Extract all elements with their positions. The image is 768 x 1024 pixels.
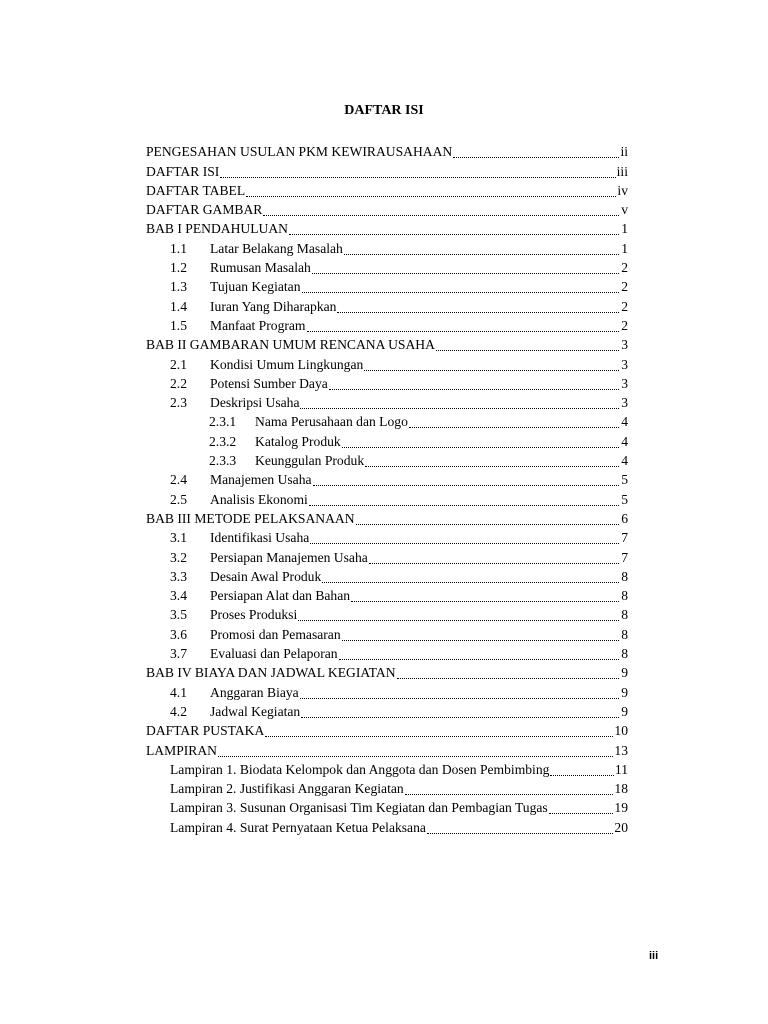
- toc-entry-page: 6: [621, 510, 628, 526]
- dot-leader: [453, 157, 619, 158]
- toc-entry: [146, 160, 628, 179]
- toc-entry: [146, 373, 628, 392]
- toc-entry-page: 9: [621, 665, 628, 681]
- toc-entry-number: 4.1: [170, 684, 187, 700]
- toc-entry-number: 3.1: [170, 530, 187, 546]
- toc-entry-page: 7: [621, 549, 628, 565]
- toc-entry-label: Deskripsi Usaha: [210, 395, 300, 411]
- toc-entry: [146, 662, 628, 681]
- dot-leader: [342, 640, 619, 641]
- toc-entry-page: 8: [621, 646, 628, 662]
- toc-entry-number: 1.1: [170, 240, 187, 256]
- toc-entry-label: Manfaat Program: [210, 317, 306, 333]
- toc-entry-page: 19: [614, 800, 628, 816]
- dot-leader: [369, 563, 619, 564]
- dot-leader: [409, 427, 619, 428]
- toc-entry-page: 20: [614, 819, 628, 835]
- toc-entry-label: Anggaran Biaya: [210, 684, 299, 700]
- dot-leader: [322, 582, 619, 583]
- toc-entry-number: 1.5: [170, 317, 187, 333]
- toc-entry-label: Lampiran 4. Surat Pernyataan Ketua Pelaksana: [170, 819, 426, 835]
- toc-entry: [146, 218, 628, 237]
- toc-entry-label: Desain Awal Produk: [210, 568, 322, 584]
- dot-leader: [344, 254, 619, 255]
- toc-entry: [146, 546, 628, 565]
- toc-entry-label: Evaluasi dan Pelaporan: [210, 646, 338, 662]
- dot-leader: [364, 370, 619, 371]
- toc-entry-number: 3.3: [170, 568, 187, 584]
- toc-entry-label: BAB IV BIAYA DAN JADWAL KEGIATAN: [146, 665, 396, 681]
- toc-entry-label: Persiapan Alat dan Bahan: [210, 588, 351, 604]
- toc-entry: [146, 759, 628, 778]
- toc-entry-page: 3: [621, 337, 628, 353]
- toc-entry-label: DAFTAR TABEL: [146, 182, 246, 198]
- toc-entry-page: 5: [621, 491, 628, 507]
- toc-entry-number: 4.2: [170, 703, 187, 719]
- toc-entry: [146, 488, 628, 507]
- dot-leader: [342, 447, 619, 448]
- toc-entry-label: Identifikasi Usaha: [210, 530, 310, 546]
- toc-entry-label: Tujuan Kegiatan: [210, 279, 301, 295]
- toc-entry-page: v: [621, 202, 628, 218]
- dot-leader: [436, 350, 619, 351]
- toc-entry-number: 3.7: [170, 646, 187, 662]
- dot-leader: [397, 678, 619, 679]
- toc-entry-label: Manajemen Usaha: [210, 472, 312, 488]
- dot-leader: [302, 292, 620, 293]
- dot-leader: [329, 389, 619, 390]
- toc-entry-page: iii: [616, 163, 628, 179]
- toc-entry-number: 2.1: [170, 356, 187, 372]
- dot-leader: [300, 698, 619, 699]
- toc-entry: [146, 797, 628, 816]
- toc-entry-label: Iuran Yang Diharapkan: [210, 298, 337, 314]
- dot-leader: [549, 813, 614, 814]
- dot-leader: [405, 794, 614, 795]
- toc-entry: [146, 315, 628, 334]
- toc-entry-label: Rumusan Masalah: [210, 260, 311, 276]
- toc-entry-label: Potensi Sumber Daya: [210, 375, 328, 391]
- toc-entry-page: 4: [621, 453, 628, 469]
- toc-entry: [146, 141, 628, 160]
- toc-entry: [146, 353, 628, 372]
- toc-entry-label: Proses Produksi: [210, 607, 298, 623]
- toc-entry-page: 1: [621, 240, 628, 256]
- toc-entry-label: Lampiran 3. Susunan Organisasi Tim Kegiatan dan Pembagian Tugas: [170, 800, 548, 816]
- toc-entry-label: BAB II GAMBARAN UMUM RENCANA USAHA: [146, 337, 435, 353]
- toc-entry-page: 8: [621, 588, 628, 604]
- toc-entry-page: 7: [621, 530, 628, 546]
- dot-leader: [337, 312, 619, 313]
- toc-entry-page: 4: [621, 414, 628, 430]
- toc-entry-number: 2.5: [170, 491, 187, 507]
- toc-entry: [146, 623, 628, 642]
- dot-leader: [220, 177, 615, 178]
- toc-entry-page: iv: [617, 182, 628, 198]
- toc-entry: [146, 334, 628, 353]
- toc-entry-page: 8: [621, 607, 628, 623]
- toc-entry-number: 1.2: [170, 260, 187, 276]
- toc-entry-number: 2.4: [170, 472, 187, 488]
- toc-entry-page: 8: [621, 626, 628, 642]
- dot-leader: [312, 273, 619, 274]
- toc-entry: [146, 566, 628, 585]
- dot-leader: [307, 331, 619, 332]
- toc-entry-label: Kondisi Umum Lingkungan: [210, 356, 364, 372]
- toc-entry-label: Persiapan Manajemen Usaha: [210, 549, 368, 565]
- toc-entry-label: Katalog Produk: [255, 433, 341, 449]
- toc-entry-number: 3.4: [170, 588, 187, 604]
- document-title: DAFTAR ISI: [344, 103, 424, 118]
- toc-entry: [146, 450, 628, 469]
- toc-entry: [146, 527, 628, 546]
- toc-entry-label: Promosi dan Pemasaran: [210, 626, 341, 642]
- toc-entry-label: Analisis Ekonomi: [210, 491, 308, 507]
- dot-leader: [246, 196, 616, 197]
- toc-entry: [146, 180, 628, 199]
- toc-entry-label: DAFTAR GAMBAR: [146, 202, 263, 218]
- toc-entry-number: 2.3.2: [209, 433, 237, 449]
- toc-entry: [146, 681, 628, 700]
- toc-entry-label: Jadwal Kegiatan: [210, 703, 301, 719]
- toc-entry-page: 1: [621, 221, 628, 237]
- dot-leader: [263, 215, 619, 216]
- toc-entry: [146, 739, 628, 758]
- dot-leader: [265, 736, 613, 737]
- toc-entry-page: ii: [620, 144, 628, 160]
- toc-entry-number: 1.3: [170, 279, 187, 295]
- toc-entry: [146, 430, 628, 449]
- toc-entry-page: 9: [621, 684, 628, 700]
- toc-entry-page: 10: [614, 723, 628, 739]
- dot-leader: [310, 543, 619, 544]
- dot-leader: [339, 659, 619, 660]
- toc-entry-number: 2.3.3: [209, 453, 237, 469]
- toc-entry-page: 4: [621, 433, 628, 449]
- toc-entry: [146, 392, 628, 411]
- toc-entry: [146, 778, 628, 797]
- dot-leader: [298, 620, 619, 621]
- toc-entry-number: 2.3.1: [209, 414, 237, 430]
- toc-entry-number: 3.5: [170, 607, 187, 623]
- toc-entry: [146, 816, 628, 835]
- toc-entry-page: 13: [614, 742, 628, 758]
- dot-leader: [427, 833, 613, 834]
- toc-entry: [146, 604, 628, 623]
- toc-entry-page: 11: [614, 761, 628, 777]
- toc-entry-label: PENGESAHAN USULAN PKM KEWIRAUSAHAAN: [146, 144, 453, 160]
- toc-entry: [146, 720, 628, 739]
- dot-leader: [550, 775, 613, 776]
- toc-entry-label: LAMPIRAN: [146, 742, 217, 758]
- toc-entry-page: 2: [621, 298, 628, 314]
- dot-leader: [309, 505, 619, 506]
- toc-entry: [146, 701, 628, 720]
- toc-entry-page: 8: [621, 568, 628, 584]
- toc-entry-page: 3: [621, 395, 628, 411]
- toc-entry: [146, 237, 628, 256]
- dot-leader: [289, 234, 619, 235]
- toc-entry-page: 3: [621, 356, 628, 372]
- toc-entry-page: 9: [621, 703, 628, 719]
- toc-entry-number: 2.3: [170, 395, 187, 411]
- toc-entry: [146, 276, 628, 295]
- dot-leader: [313, 485, 619, 486]
- toc-entry-page: 18: [614, 781, 628, 797]
- dot-leader: [301, 717, 619, 718]
- dot-leader: [365, 466, 619, 467]
- toc-entry: [146, 295, 628, 314]
- toc-entry-label: Keunggulan Produk: [255, 453, 365, 469]
- dot-leader: [300, 408, 619, 409]
- toc-entry-label: DAFTAR PUSTAKA: [146, 723, 265, 739]
- toc-entry-page: 3: [621, 375, 628, 391]
- toc-entry-number: 2.2: [170, 375, 187, 391]
- toc-entry-label: Nama Perusahaan dan Logo: [255, 414, 408, 430]
- toc-entry: [146, 585, 628, 604]
- toc-entry-label: DAFTAR ISI: [146, 163, 220, 179]
- toc-entry-number: 1.4: [170, 298, 187, 314]
- toc-entry-label: Latar Belakang Masalah: [210, 240, 343, 256]
- page-number: iii: [649, 950, 659, 962]
- dot-leader: [356, 524, 619, 525]
- toc-entry: [146, 643, 628, 662]
- toc-entry: [146, 411, 628, 430]
- toc-entry: [146, 199, 628, 218]
- toc-entry-number: 3.2: [170, 549, 187, 565]
- toc-entry-page: 5: [621, 472, 628, 488]
- toc-entry-number: 3.6: [170, 626, 187, 642]
- toc-entry-page: 2: [621, 279, 628, 295]
- dot-leader: [218, 756, 613, 757]
- toc-entry-label: BAB I PENDAHULUAN: [146, 221, 288, 237]
- toc-entry-label: BAB III METODE PELAKSANAAN: [146, 510, 355, 526]
- table-of-contents: [146, 141, 628, 836]
- toc-entry: [146, 508, 628, 527]
- toc-entry-page: 2: [621, 260, 628, 276]
- toc-entry: [146, 257, 628, 276]
- toc-entry-label: Lampiran 2. Justifikasi Anggaran Kegiatan: [170, 781, 404, 797]
- toc-entry: [146, 469, 628, 488]
- dot-leader: [351, 601, 619, 602]
- toc-entry-label: Lampiran 1. Biodata Kelompok dan Anggota dan Dosen Pembimbing: [170, 761, 550, 777]
- toc-entry-page: 2: [621, 317, 628, 333]
